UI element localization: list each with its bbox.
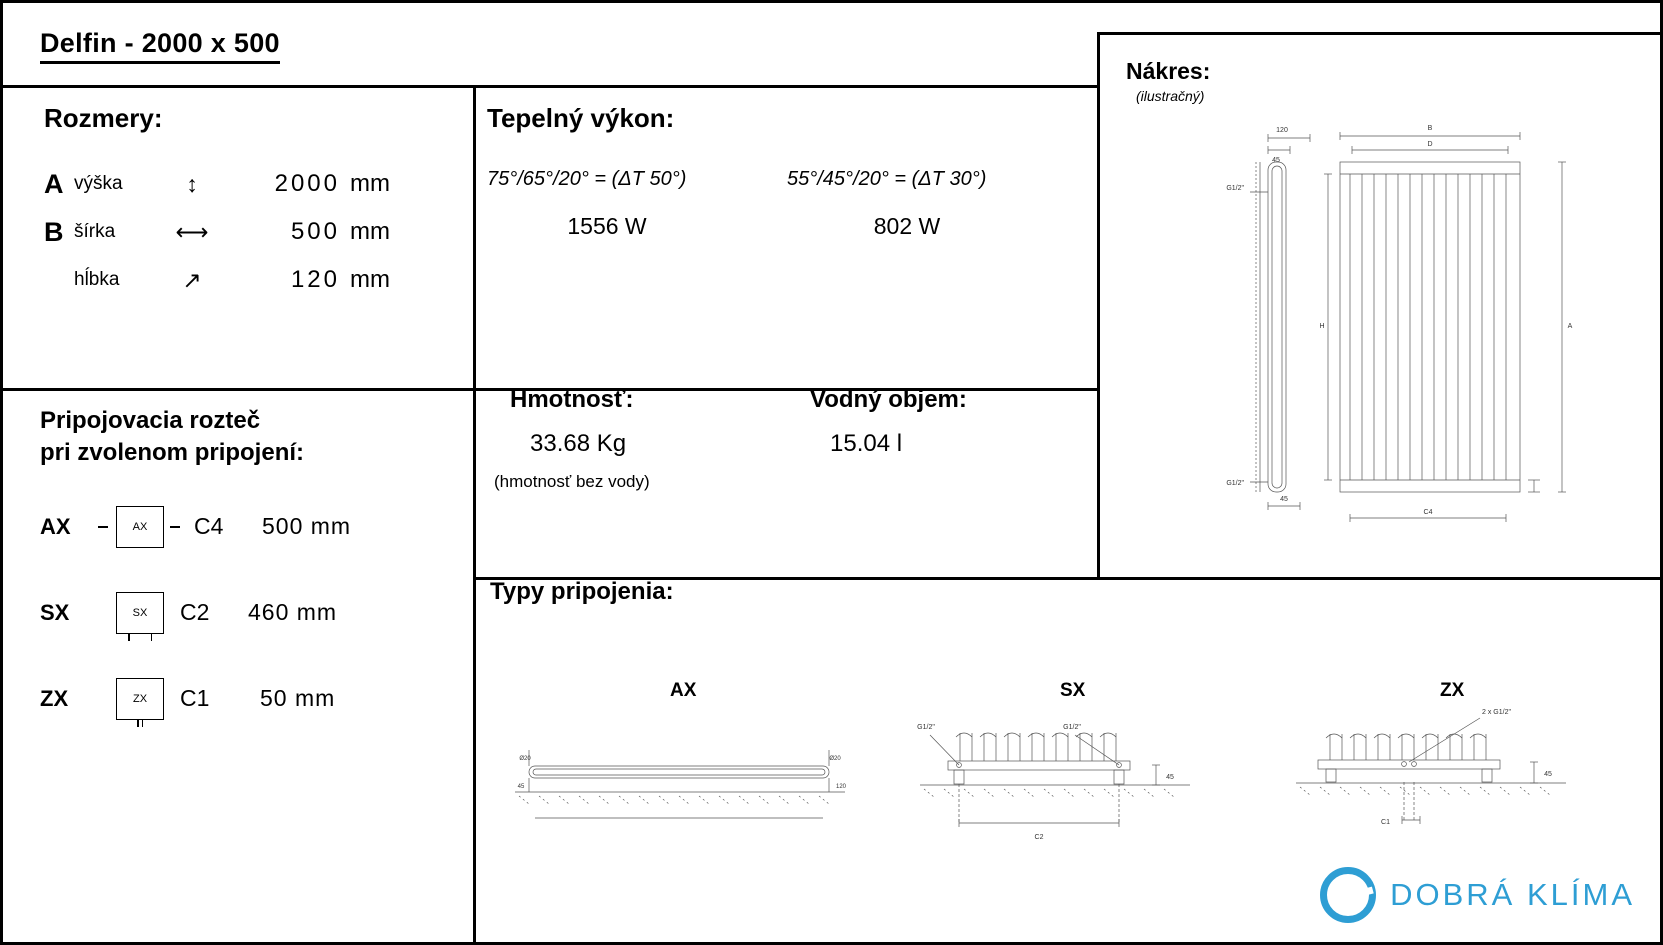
- drawing-label-depth: 120: [1276, 127, 1288, 134]
- weight-volume-block: [494, 386, 1094, 492]
- heat-condition: 55°/45°/20° = (ΔT 30°): [787, 168, 987, 190]
- connection-types-heading: Typy pripojenia:: [490, 578, 674, 605]
- drawing-label-sx-c2: C2: [1034, 834, 1044, 841]
- divider-nakres-bottom: [1097, 577, 1663, 580]
- arrow-diagonal-icon: ↗: [182, 266, 202, 293]
- drawing-label-a: A: [1567, 323, 1573, 330]
- connection-box-label: SX: [132, 606, 148, 619]
- dimension-letter: A: [44, 168, 64, 199]
- connection-heading-line1: Pripojovacia rozteč: [40, 407, 261, 434]
- connection-value: 50 mm: [260, 685, 336, 712]
- connection-c-code: C4: [194, 513, 224, 540]
- dimension-letter: B: [44, 216, 64, 247]
- drawing-label-conn-top: G1/2": [1226, 185, 1244, 192]
- drawing-label-zx-45: 45: [1544, 771, 1552, 778]
- divider-under-title: [0, 85, 1100, 88]
- drawing-label-sx-g12-right: G1/2": [1063, 724, 1081, 731]
- connection-c-code: C1: [180, 685, 210, 712]
- connection-box-label: ZX: [132, 692, 148, 705]
- connection-diagram-ax: [116, 506, 164, 548]
- dimension-label: hĺbka: [74, 269, 120, 290]
- drawing-label-sx-g12-left: G1/2": [917, 724, 935, 731]
- connection-dash-right: [170, 526, 180, 528]
- arrow-horizontal-icon: ⟷: [175, 218, 209, 245]
- connection-value: 500 mm: [262, 513, 352, 540]
- connection-row-zx: [40, 656, 351, 742]
- drawing-label-ax-d20-right: Ø20: [829, 756, 841, 762]
- connection-tick-right: [151, 633, 153, 641]
- drawing-label-zx-c1: C1: [1381, 819, 1390, 826]
- connection-heading-line2: pri zvolenom pripojení:: [40, 439, 305, 467]
- arrow-vertical-icon: ↕: [186, 170, 198, 197]
- drawing-label-ax-d20-left: Ø20: [519, 756, 531, 762]
- connection-code: AX: [40, 513, 71, 539]
- drawing-label-zx-2xg12: 2 x G1/2": [1482, 709, 1511, 716]
- heat-value: 802 W: [873, 213, 941, 239]
- drawing-label-c4: C4: [1423, 509, 1433, 516]
- drawing-label-foot: 45: [1272, 157, 1280, 164]
- dimension-value: 500: [290, 218, 340, 245]
- heat-output-heading: Tepelný výkon:: [487, 103, 675, 133]
- logo-ring-icon: [1320, 867, 1376, 923]
- drawing-label-b: B: [1427, 125, 1433, 132]
- drawing-type-zx: [1290, 700, 1620, 850]
- volume-value: 15.04 l: [830, 430, 903, 457]
- weight-heading: Hmotnosť:: [510, 386, 634, 413]
- dimension-row-width: [44, 208, 390, 256]
- brand-logo: [1320, 867, 1635, 923]
- weight-note: (hmotnosť bez vody): [494, 472, 650, 491]
- heat-output-block: [487, 103, 1087, 240]
- drawing-label-conn-bottom: G1/2": [1226, 480, 1244, 487]
- connection-type-caption-sx: SX: [1060, 680, 1086, 701]
- connection-row-sx: [40, 570, 351, 656]
- dimensions-block: [44, 103, 390, 304]
- weight-value: 33.68 Kg: [530, 430, 627, 457]
- connection-heading: [40, 405, 351, 470]
- connection-type-caption-ax: AX: [670, 680, 697, 701]
- border-left: [0, 0, 3, 945]
- dimension-label: šírka: [74, 221, 116, 242]
- connection-row-ax: [40, 484, 351, 570]
- drawing-type-ax: [505, 730, 855, 850]
- heat-column-dt50: [487, 168, 787, 240]
- drawing-label-d: D: [1427, 141, 1433, 148]
- dimension-row-height: [44, 160, 390, 208]
- connection-value: 460 mm: [248, 599, 338, 626]
- drawing-panel: [1100, 32, 1663, 548]
- connection-tick-right: [142, 719, 144, 727]
- drawing-label-ax-45: 45: [517, 784, 525, 790]
- connection-diagram-sx: [116, 592, 164, 634]
- connection-block: [40, 405, 351, 742]
- dimension-unit: mm: [350, 266, 390, 293]
- dimension-value: 2000: [274, 170, 340, 197]
- divider-vertical-left: [473, 85, 476, 945]
- connection-diagram-zx: [116, 678, 164, 720]
- drawing-type-sx: [900, 715, 1220, 865]
- volume-column: [794, 386, 1094, 492]
- drawing-technical-radiator: [1210, 110, 1630, 540]
- connection-code: ZX: [40, 685, 69, 711]
- connection-code: SX: [40, 599, 70, 625]
- connection-c-code: C2: [180, 599, 210, 626]
- connection-dash-left: [98, 526, 108, 528]
- connection-tick-left: [137, 719, 139, 727]
- connection-box-label: AX: [132, 520, 148, 533]
- dimension-row-depth: [44, 256, 390, 304]
- dimension-unit: mm: [350, 218, 390, 245]
- dimension-unit: mm: [350, 170, 390, 197]
- connection-type-caption-zx: ZX: [1440, 680, 1465, 701]
- heat-column-dt30: [787, 168, 1087, 240]
- drawing-label-foot-bottom: 45: [1280, 496, 1288, 503]
- drawing-label-sx-45: 45: [1166, 774, 1174, 781]
- heat-condition: 75°/65°/20° = (ΔT 50°): [487, 168, 687, 190]
- drawing-subheading: (ilustračný): [1136, 88, 1205, 104]
- border-top: [0, 0, 1663, 3]
- weight-column: [494, 386, 794, 492]
- dimensions-heading: Rozmery:: [44, 103, 163, 133]
- connection-types-block: [490, 578, 674, 606]
- dimension-value: 120: [290, 266, 340, 293]
- logo-text: DOBRÁ KLÍMA: [1390, 877, 1635, 912]
- heat-value: 1556 W: [567, 213, 647, 239]
- volume-heading: Vodný objem:: [810, 386, 967, 413]
- connection-tick-left: [128, 633, 130, 641]
- drawing-heading: Nákres:: [1126, 58, 1211, 84]
- drawing-label-height-inner: H: [1319, 323, 1325, 330]
- drawing-label-ax-120: 120: [835, 784, 847, 790]
- page-title: Delfin - 2000 x 500: [40, 28, 280, 64]
- dimension-label: výška: [74, 173, 123, 194]
